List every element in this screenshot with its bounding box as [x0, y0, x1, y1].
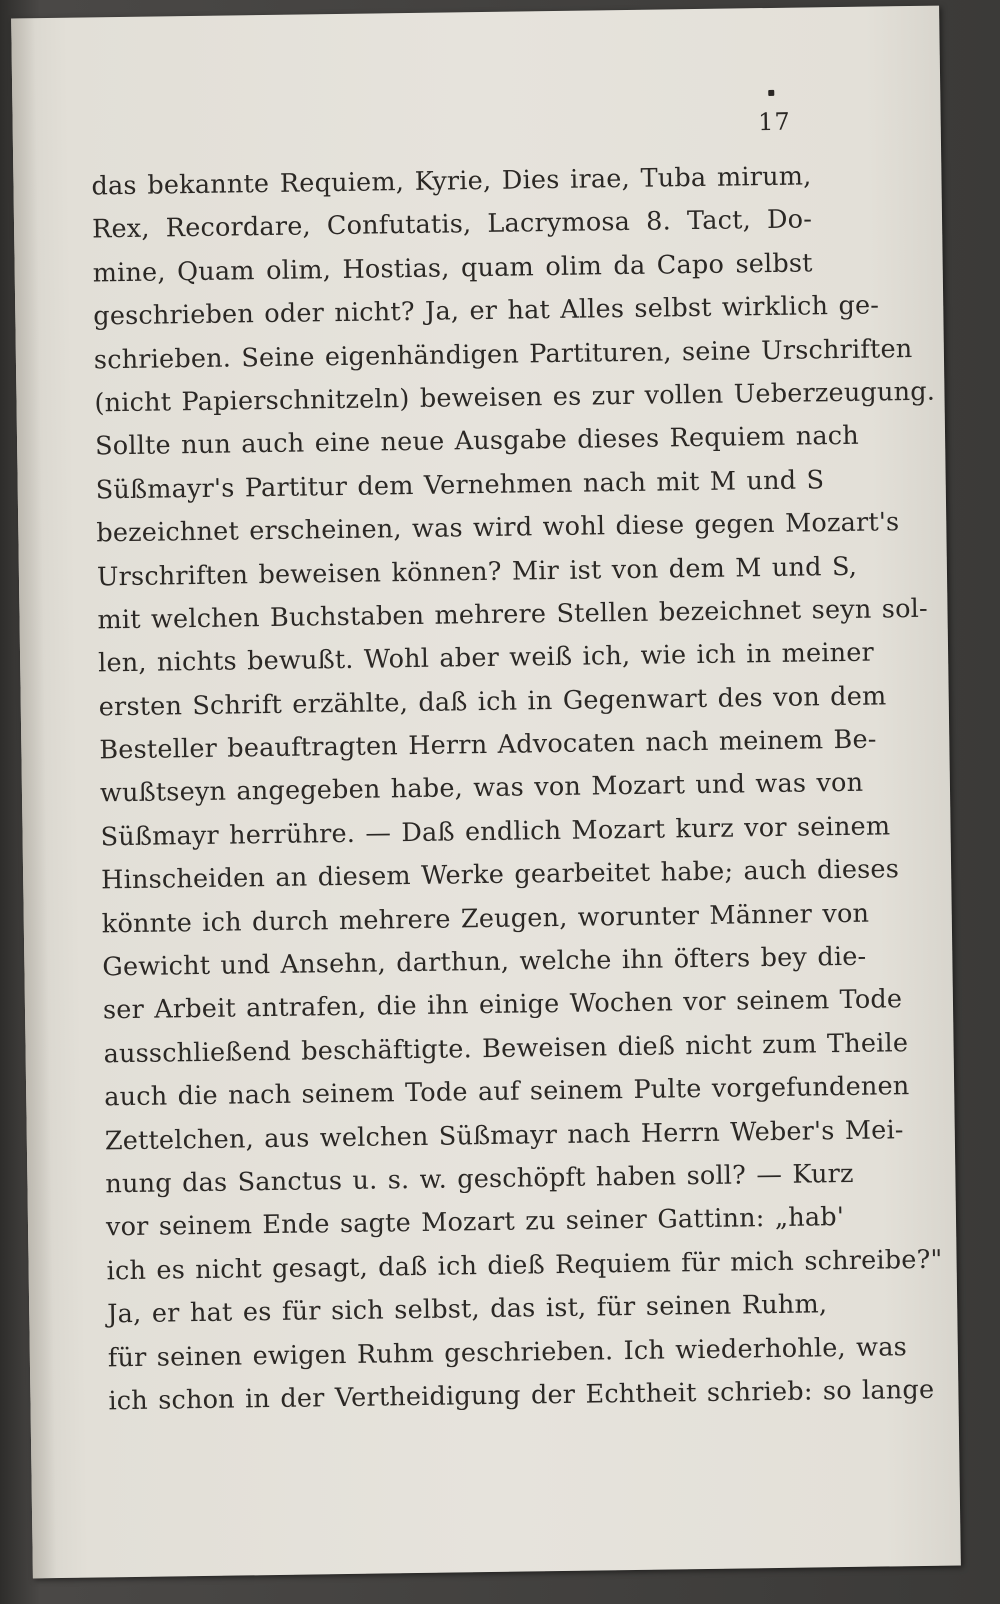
text-line: für seinen ewigen Ruhm geschrieben. Ich wiederhohle, was [107, 1331, 908, 1373]
text-line: vor seinem Ende sagte Mozart zu seiner Gattinn: „hab' [105, 1202, 845, 1243]
book-page [11, 6, 961, 1579]
text-line: ausschließend beschäftigte. Beweisen dieß nicht zum Theile [103, 1027, 909, 1070]
text-line: ich schon in der Vertheidigung der Echtheit schrieb: so lange [108, 1374, 935, 1417]
text-line: geschrieben oder nicht? Ja, er hat Alles selbst wirklich ge- [93, 290, 880, 332]
text-line: Süßmayr herrühre. — Daß endlich Mozart kurz vor seinem [100, 811, 891, 853]
text-line: Gewicht und Ansehn, darthun, welche ihn öfters bey die- [102, 941, 867, 983]
page-number: 17 [757, 107, 791, 137]
text-line: Sollte nun auch eine neue Ausgabe dieses Requiem nach [94, 421, 860, 462]
body-text [91, 155, 943, 1423]
text-line: ersten Schrift erzählte, daß ich in Gegenwart des von dem [98, 681, 887, 723]
text-line: bezeichnet erscheinen, was wird wohl diese gegen Mozart's [96, 507, 900, 549]
text-line: mit welchen Buchstaben mehrere Stellen bezeichnet seyn sol- [97, 593, 929, 636]
text-line: Zettelchen, aus welchen Süßmayr nach Herrn Weber's Mei- [104, 1114, 904, 1156]
text-line: ich es nicht gesagt, daß ich dieß Requiem für mich schreibe?" [106, 1244, 943, 1287]
text-line: (nicht Papierschnitzeln) beweisen es zur vollen Ueberzeugung. [94, 376, 936, 419]
text-line: Hinscheiden an diesem Werke gearbeitet habe; auch dieses [100, 854, 900, 896]
text-line: Besteller beauftragten Herrn Advocaten nach meinem Be- [99, 724, 877, 766]
text-line: könnte ich durch mehrere Zeugen, worunter Männer von [101, 898, 870, 940]
text-line: Rex, Recordare, Confutatis, Lacrymosa 8. Tact, Do- [91, 204, 813, 245]
text-line: nung das Sanctus u. s. w. geschöpft haben soll? — Kurz [105, 1158, 854, 1200]
text-line: das bekannte Requiem, Kyrie, Dies irae, Tuba mirum, [91, 161, 812, 202]
text-line: Urschriften beweisen können? Mir ist von dem M und S, [96, 551, 858, 592]
ink-dot [768, 90, 774, 96]
text-line: ser Arbeit antrafen, die ihn einige Wochen vor seinem Tode [102, 984, 903, 1026]
text-line: wußtseyn angegeben habe, was von Mozart und was von [99, 768, 864, 809]
text-line: Ja, er hat es für sich selbst, das ist, für seinen Ruhm, [107, 1289, 828, 1330]
text-line: schrieben. Seine eigenhändigen Partituren, seine Urschriften [93, 333, 913, 375]
text-line: mine, Quam olim, Hostias, quam olim da Capo selbst [92, 248, 813, 289]
text-line: auch die nach seinem Tode auf seinem Pulte vorgefundenen [104, 1071, 910, 1113]
text-line: Süßmayr's Partitur dem Vernehmen nach mit M und S [95, 464, 825, 506]
text-line: len, nichts bewußt. Wohl aber weiß ich, wie ich in meiner [97, 637, 875, 679]
